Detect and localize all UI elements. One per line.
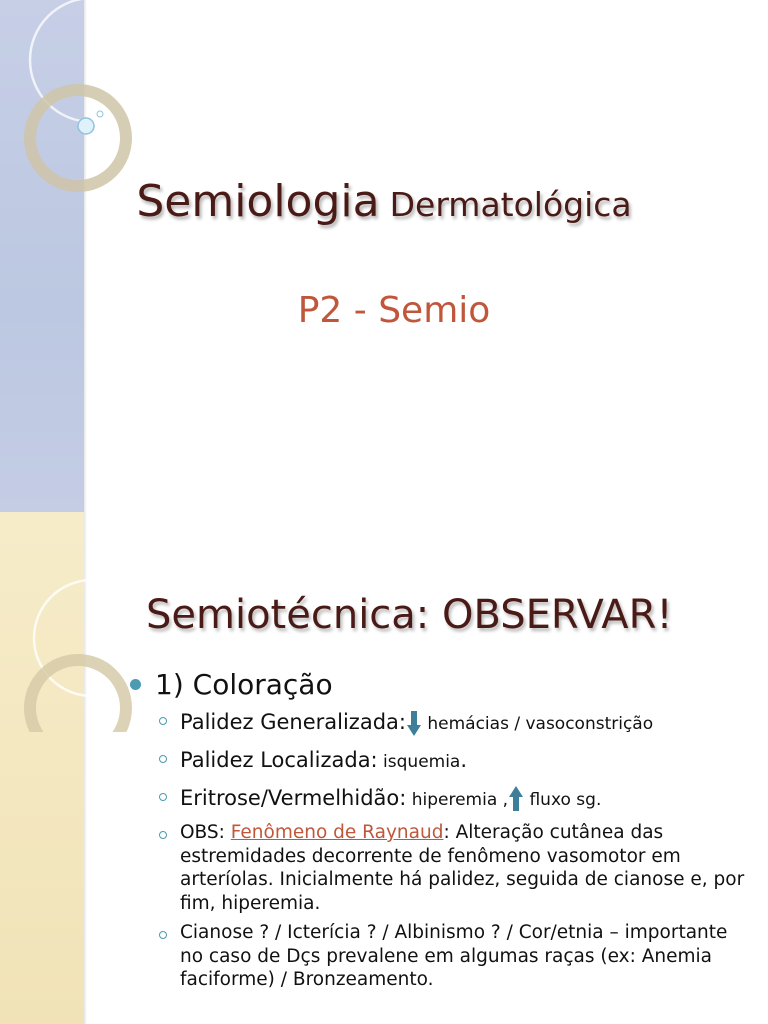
obs-text: : Alteração cutânea das estremidades decorrente de fenômeno vasomotor em arteríolas. Inicialmente há palidez, seguida de cianose e, por fim, hiperemia. — [180, 822, 745, 914]
sub-bullet-icon — [159, 831, 167, 839]
bullet-label: 1) Coloração — [155, 668, 333, 701]
item-end: . — [460, 748, 468, 772]
slide-title — [0, 176, 768, 227]
sub-item-palidez-localizada — [130, 745, 750, 777]
sub-bullet-icon — [159, 717, 167, 725]
title-rest: Dermatológica — [389, 185, 632, 224]
bullet-list — [130, 668, 750, 998]
slide-title: Semiotécnica: OBSERVAR! — [146, 592, 673, 638]
sub-item-eritrose — [130, 783, 750, 815]
decorative-rings — [0, 0, 160, 200]
sub-bullet-icon — [159, 931, 167, 939]
obs-prefix: OBS: — [180, 822, 231, 843]
item-text: hiperemia , — [406, 790, 509, 810]
bullet-item — [130, 668, 750, 701]
up-arrow-icon — [508, 785, 524, 813]
sub-item-palidez-generalizada — [130, 707, 750, 739]
down-arrow-icon — [406, 709, 422, 737]
item-label: Palidez Localizada: — [180, 748, 378, 772]
bullet-dot-icon — [130, 679, 141, 690]
title-main: Semiologia — [136, 176, 380, 227]
item-text: hemácias / vasoconstrição — [421, 714, 654, 734]
raynaud-link[interactable]: Fenômeno de Raynaud — [230, 822, 444, 843]
item-text-2: fluxo sg. — [524, 790, 602, 810]
cianose-text: Cianose ? / Icterícia ? / Albinismo ? / Cor/etnia – importante no caso de Dçs prevalene em algumas raças (ex: Anemia faciforme) / Bronzeamento. — [180, 922, 728, 990]
sub-item-cianose — [130, 921, 750, 992]
item-label: Eritrose/Vermelhidão: — [180, 786, 407, 810]
sub-item-obs — [130, 821, 750, 915]
content-slide — [0, 512, 768, 1024]
item-label: Palidez Generalizada: — [180, 710, 406, 734]
sub-bullet-icon — [159, 793, 167, 801]
item-text: isquemia — [377, 752, 461, 772]
sub-bullet-icon — [159, 755, 167, 763]
slide-subtitle: P2 - Semio — [297, 290, 491, 331]
